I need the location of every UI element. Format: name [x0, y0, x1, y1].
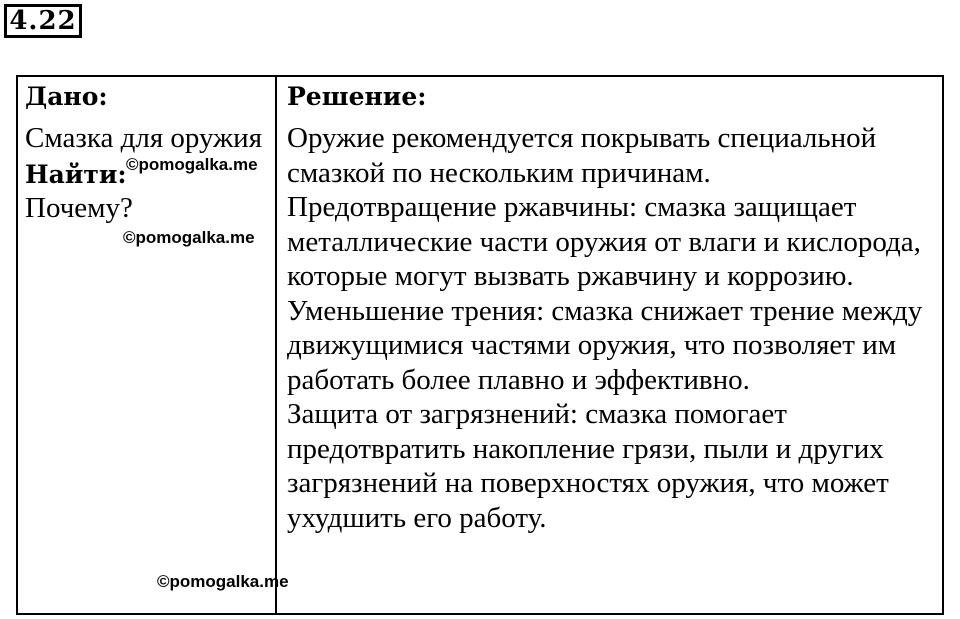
given-text: Смазка для оружия	[25, 122, 263, 154]
solution-paragraph-intro: Оружие рекомендуется покрывать специальной смазкой по нескольким причинам.	[287, 122, 877, 189]
find-heading: Найти:	[25, 159, 127, 189]
watermark: ©pomogalka.me	[123, 228, 255, 247]
watermark: ©pomogalka.me	[126, 155, 258, 174]
column-divider	[275, 75, 277, 615]
solution-column	[287, 81, 937, 535]
find-text: Почему?	[25, 191, 133, 224]
given-column	[25, 81, 270, 225]
solution-heading: Решение:	[287, 82, 427, 111]
problem-number: 4.22	[4, 4, 82, 38]
solution-paragraph-friction: Уменьшение трения: смазка снижает трение между движущимися частями оружия, что позволяет им работать более плавно и эффективно.	[287, 294, 923, 396]
solution-paragraph-rust: Предотвращение ржавчины: смазка защищает металлические части оружия от влаги и кислорода, которые могут вызвать ржавчину и коррозию.	[287, 191, 921, 292]
given-heading: Дано:	[25, 82, 108, 111]
watermark: ©pomogalka.me	[157, 572, 289, 591]
solution-paragraph-dirt: Защита от загрязнений: смазка помогает предотвратить накопление грязи, пыли и других загрязнений на поверхностях оружия, что может ухудшить его работу.	[287, 398, 889, 534]
